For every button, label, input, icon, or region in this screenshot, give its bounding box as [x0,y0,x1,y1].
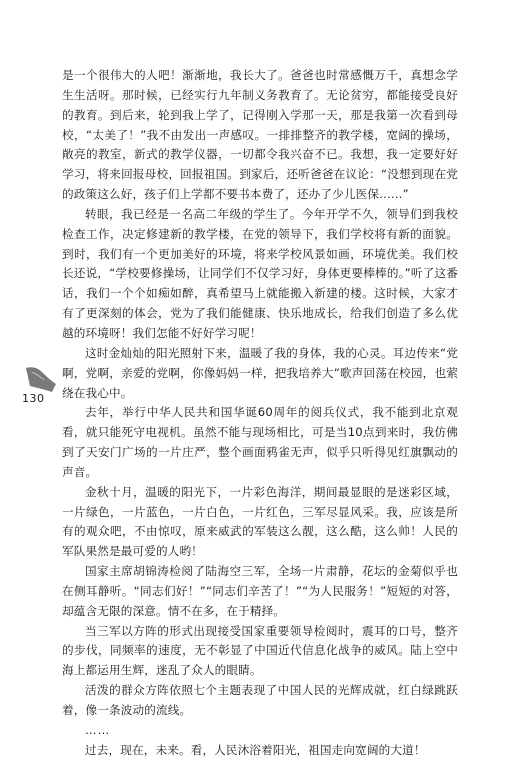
page-number: 130 [22,392,45,405]
paragraph-5: 金秋十月，温暖的阳光下，一片彩色海洋，期间最显眼的是迷彩区域，一片绿色，一片蓝色，一片白色，一片红色，三军尽显风采。我，应该是所有的观众吧，不由惊叹，原来威武的军装这么靓，这么酷，这么帅！人民的军队果然是最可爱的人哟！ [62,484,458,559]
page-marker-shape [26,367,56,392]
ellipsis-line: …… [85,722,111,737]
paragraph-1: 是一个很伟大的人吧！渐渐地，我长大了。爸爸也时常感慨万千，真想念学生生活呀。那时候，已经实行九年制义务教育了。无论贫穷，都能接受良好的教育。到后来，轮到我上学了，记得刚入学那一天，那是我第一次看到母校，“太美了！”我不由发出一声感叹。一排排整齐的教学楼，宽阔的操场，敞亮的教室，新式的教学仪器，一切都令我兴奋不已。我想，我一定要好好学习，将来回报母校，回报祖国。到家后，还听爸爸在议论：“没想到现在党的政策这么好，孩子们上学都不要书本费了，还办了少儿医保……” [62,68,458,202]
paragraph-final: 过去，现在，未来。看，人民沐浴着阳光，祖国走向宽阔的大道！ [85,742,426,757]
paragraph-6: 国家主席胡锦涛检阅了陆海空三军，全场一片肃静，花坛的金菊似乎也在侧耳静听。“同志们好！”“同志们辛苦了！”“为人民服务！”短短的对答，却蕴含无限的深意。情不在多，在于精择。 [62,564,458,618]
paragraph-7: 当三军以方阵的形式出现接受国家重要领导检阅时，震耳的口号，整齐的步伐，同频率的速度，无不彰显了中国近代信息化战争的威风。陆上空中海上都运用生辉，迷乱了众人的眼睛。 [62,623,458,678]
paragraph-3: 这时金灿灿的阳光照射下来，温暖了我的身体，我的心灵。耳边传来“党啊，党啊，亲爱的党啊，你像妈妈一样，把我培养大”歌声回荡在校园，也萦绕在我心中。 [62,345,458,400]
article-body [62,66,458,761]
paragraph-2: 转眼，我已经是一名高二年级的学生了。今年开学不久，领导们到我校检查工作，决定修建新的教学楼，在党的领导下，我们学校将有新的面貌。到时，我们有一个更加美好的环境，将来学校风景如画，环境优美。我们校长还说，“学校要修操场，让同学们不仅学习好，身体更要棒棒的。”听了这番话，我们一个个如痴如醉，真希望马上就能搬入新建的楼。这时候，大家才有了更深刻的体会，党为了我们能健康、快乐地成长，给我们创造了多么优越的环境呀！我们怎能不好好学习呢！ [62,206,458,340]
paragraph-8: 活泼的群众方阵依照七个主题表现了中国人民的光辉成就，红白绿跳跃着，像一条波动的流线。 [62,683,458,717]
paragraph-4: 去年，举行中华人民共和国华诞60周年的阅兵仪式，我不能到北京观看，就只能死守电视机。虽然不能与现场相比，可是当10点到来时，我仿佛到了天安门广场的一片庄严，整个画面鸦雀无声，似乎只听得见红旗飘动的声音。 [62,405,458,479]
